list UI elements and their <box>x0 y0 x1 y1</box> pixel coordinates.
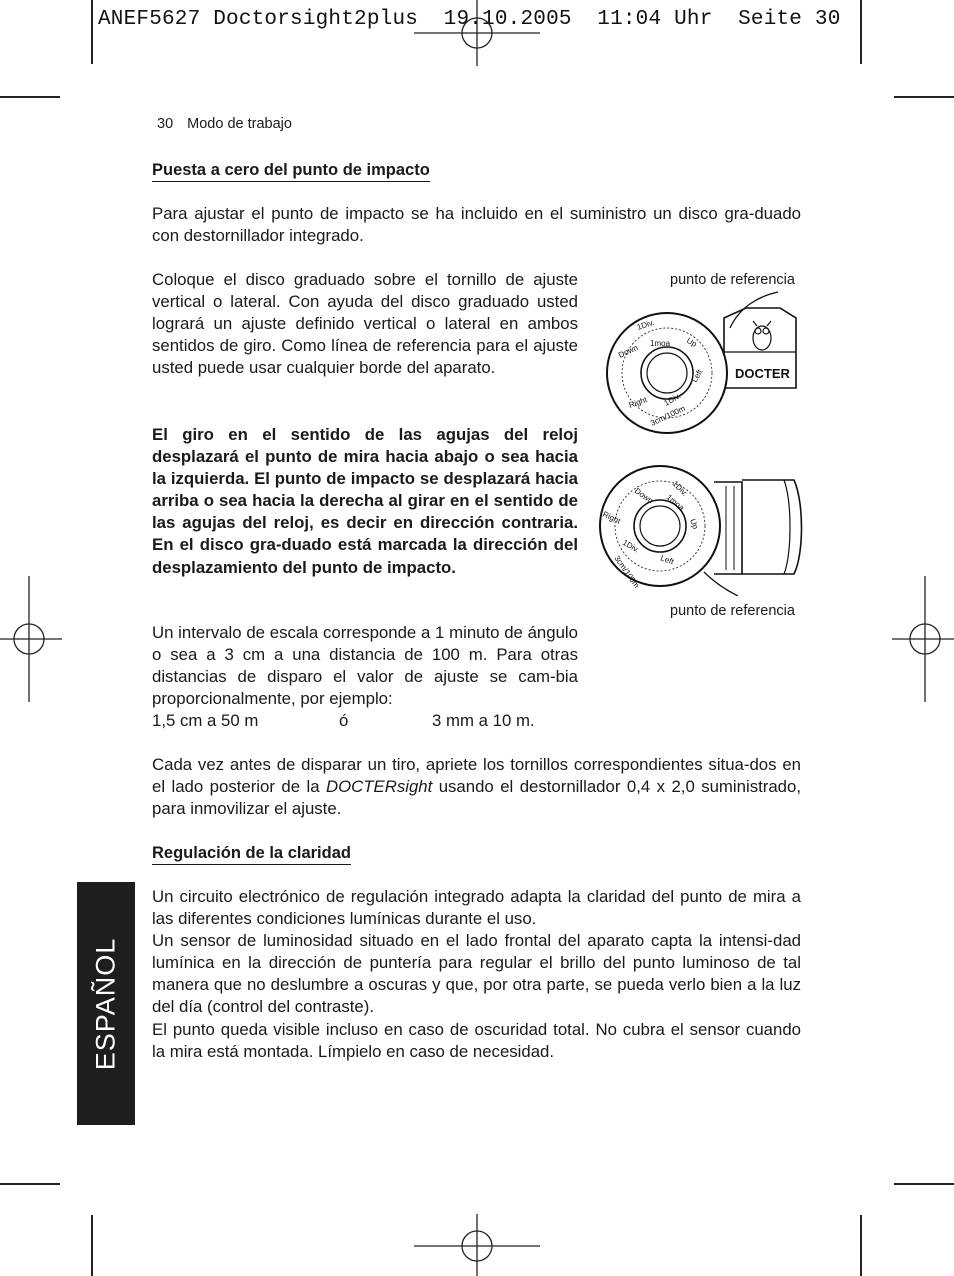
dial-label-div-2: 1Div. <box>662 391 683 408</box>
dial-label-right: Right <box>601 509 622 526</box>
language-tab <box>77 882 135 1125</box>
registration-mark-right <box>892 576 954 702</box>
device-side <box>714 480 802 574</box>
example-a: 1,5 cm a 50 m <box>152 711 259 730</box>
dial-label-cm: 3cm/100m <box>649 403 687 428</box>
dial-label-cm: 3cm/100m <box>612 553 642 590</box>
tighten-text-a: Cada vez antes de disparar un tiro, apriete los tornillos correspondientes situa-dos en el lado posterior de la <box>152 755 801 797</box>
dial-usage-text: Coloque el disco graduado sobre el tornillo de ajuste vertical o lateral. Con ayuda del disco graduado usted logrará un ajuste definido vertical o lateral en ambos sentidos de giro. Como línea de referencia para el ajuste usted puede usar cualquier borde del aparato. <box>152 270 578 378</box>
crop-mark <box>894 1183 954 1185</box>
dial-label-moa: 1moa <box>650 339 671 348</box>
reference-pointer <box>704 572 738 596</box>
example-or: ó <box>339 711 349 730</box>
caption-reference-top: punto de referencia <box>670 272 795 288</box>
dial-figure-bottom <box>594 462 806 596</box>
brightness-p2: Un sensor de luminosidad situado en el lado frontal del aparato capta la intensi-dad lumínica en la dirección de puntería para regular el brillo del punto luminoso de tal manera que no deslumbre a oscuras y que, por otra parte, se pueda verlo bien a la luz del día (control del contraste). <box>152 931 801 1017</box>
dial-label-div: 1Div. <box>635 317 656 332</box>
paragraph-tighten <box>152 754 801 820</box>
dial-label-left: Left <box>659 553 675 567</box>
crop-mark <box>91 0 93 64</box>
page-header <box>157 116 292 132</box>
dial-label-down: Down <box>632 486 655 506</box>
brightness-p1: Un circuito electrónico de regulación integrado adapta la claridad del punto de mira a las diferentes condiciones lumínicas durante el uso. <box>152 887 801 929</box>
brand-name: DOCTERsight <box>325 777 433 797</box>
crop-mark <box>0 1183 60 1185</box>
brightness-p3: El punto queda visible incluso en caso de oscuridad total. No cubra el sensor cuando la mira está montada. Límpielo en caso de necesidad. <box>152 1019 801 1061</box>
dial-label-down: Down <box>617 343 640 360</box>
caption-reference-bottom: punto de referencia <box>670 603 795 619</box>
dial-label-div-2: 1Div. <box>621 537 641 555</box>
heading-zeroing: Puesta a cero del punto de impacto <box>152 160 430 182</box>
graduated-dial <box>600 466 720 590</box>
heading-brightness: Regulación de la claridad <box>152 843 351 865</box>
scale-text: Un intervalo de escala corresponde a 1 minuto de ángulo o sea a 3 cm a una distancia de 100 m. Para otras distancias de disparo el valor de ajuste se cam-bia proporcionalmente, por ejemplo: <box>152 623 578 709</box>
print-header: ANEF5627 Doctorsight2plus 19.10.2005 11:04 Uhr Seite 30 <box>98 8 841 31</box>
crop-mark <box>860 1215 862 1276</box>
direction-text: El giro en el sentido de las agujas del reloj desplazará el punto de mira hacia abajo o sea hacia la izquierda. El punto de impacto se desplazará hacia arriba o sea hacia la derecha al girar en el sentido de las agujas del reloj, es decir en dirección contraria. En el disco gra-duado está marcada la dirección del desplazamiento del punto de impacto. <box>152 425 578 577</box>
paragraph-intro <box>152 203 801 247</box>
language-tab-label: ESPAÑOL <box>90 937 121 1070</box>
dial-label-left: Left <box>689 367 705 384</box>
crop-mark <box>860 0 862 64</box>
paragraph-direction <box>152 424 578 579</box>
dial-label-moa: 1moa <box>664 492 686 513</box>
owl-logo-icon <box>753 321 771 350</box>
dial-label-up: Up <box>688 517 701 531</box>
registration-mark-top <box>414 0 540 66</box>
dial-label-right: Right <box>627 395 649 410</box>
logo-text: DOCTER <box>735 366 790 381</box>
registration-mark-left <box>0 576 62 702</box>
dial-figure-top <box>600 288 812 436</box>
page-number: 30 <box>157 116 174 132</box>
intro-text: Para ajustar el punto de impacto se ha incluido en el suministro un disco gra-duado con destornillador integrado. <box>152 204 801 246</box>
paragraph-scale <box>152 622 578 710</box>
dial-label-up: Up <box>685 335 699 349</box>
registration-mark-bottom <box>414 1214 540 1276</box>
dial-label-div: 1Div. <box>670 479 690 498</box>
paragraph-brightness <box>152 886 801 1063</box>
example-b: 3 mm a 10 m. <box>432 711 535 730</box>
tighten-text-b: usando el destornillador 0,4 x 2,0 suministrado, para inmovilizar el ajuste. <box>152 777 801 819</box>
example-line <box>152 710 582 732</box>
paragraph-dial-usage <box>152 269 578 379</box>
crop-mark <box>0 96 60 98</box>
section-title: Modo de trabajo <box>187 116 292 132</box>
crop-mark <box>894 96 954 98</box>
crop-mark <box>91 1215 93 1276</box>
graduated-dial <box>607 313 727 433</box>
